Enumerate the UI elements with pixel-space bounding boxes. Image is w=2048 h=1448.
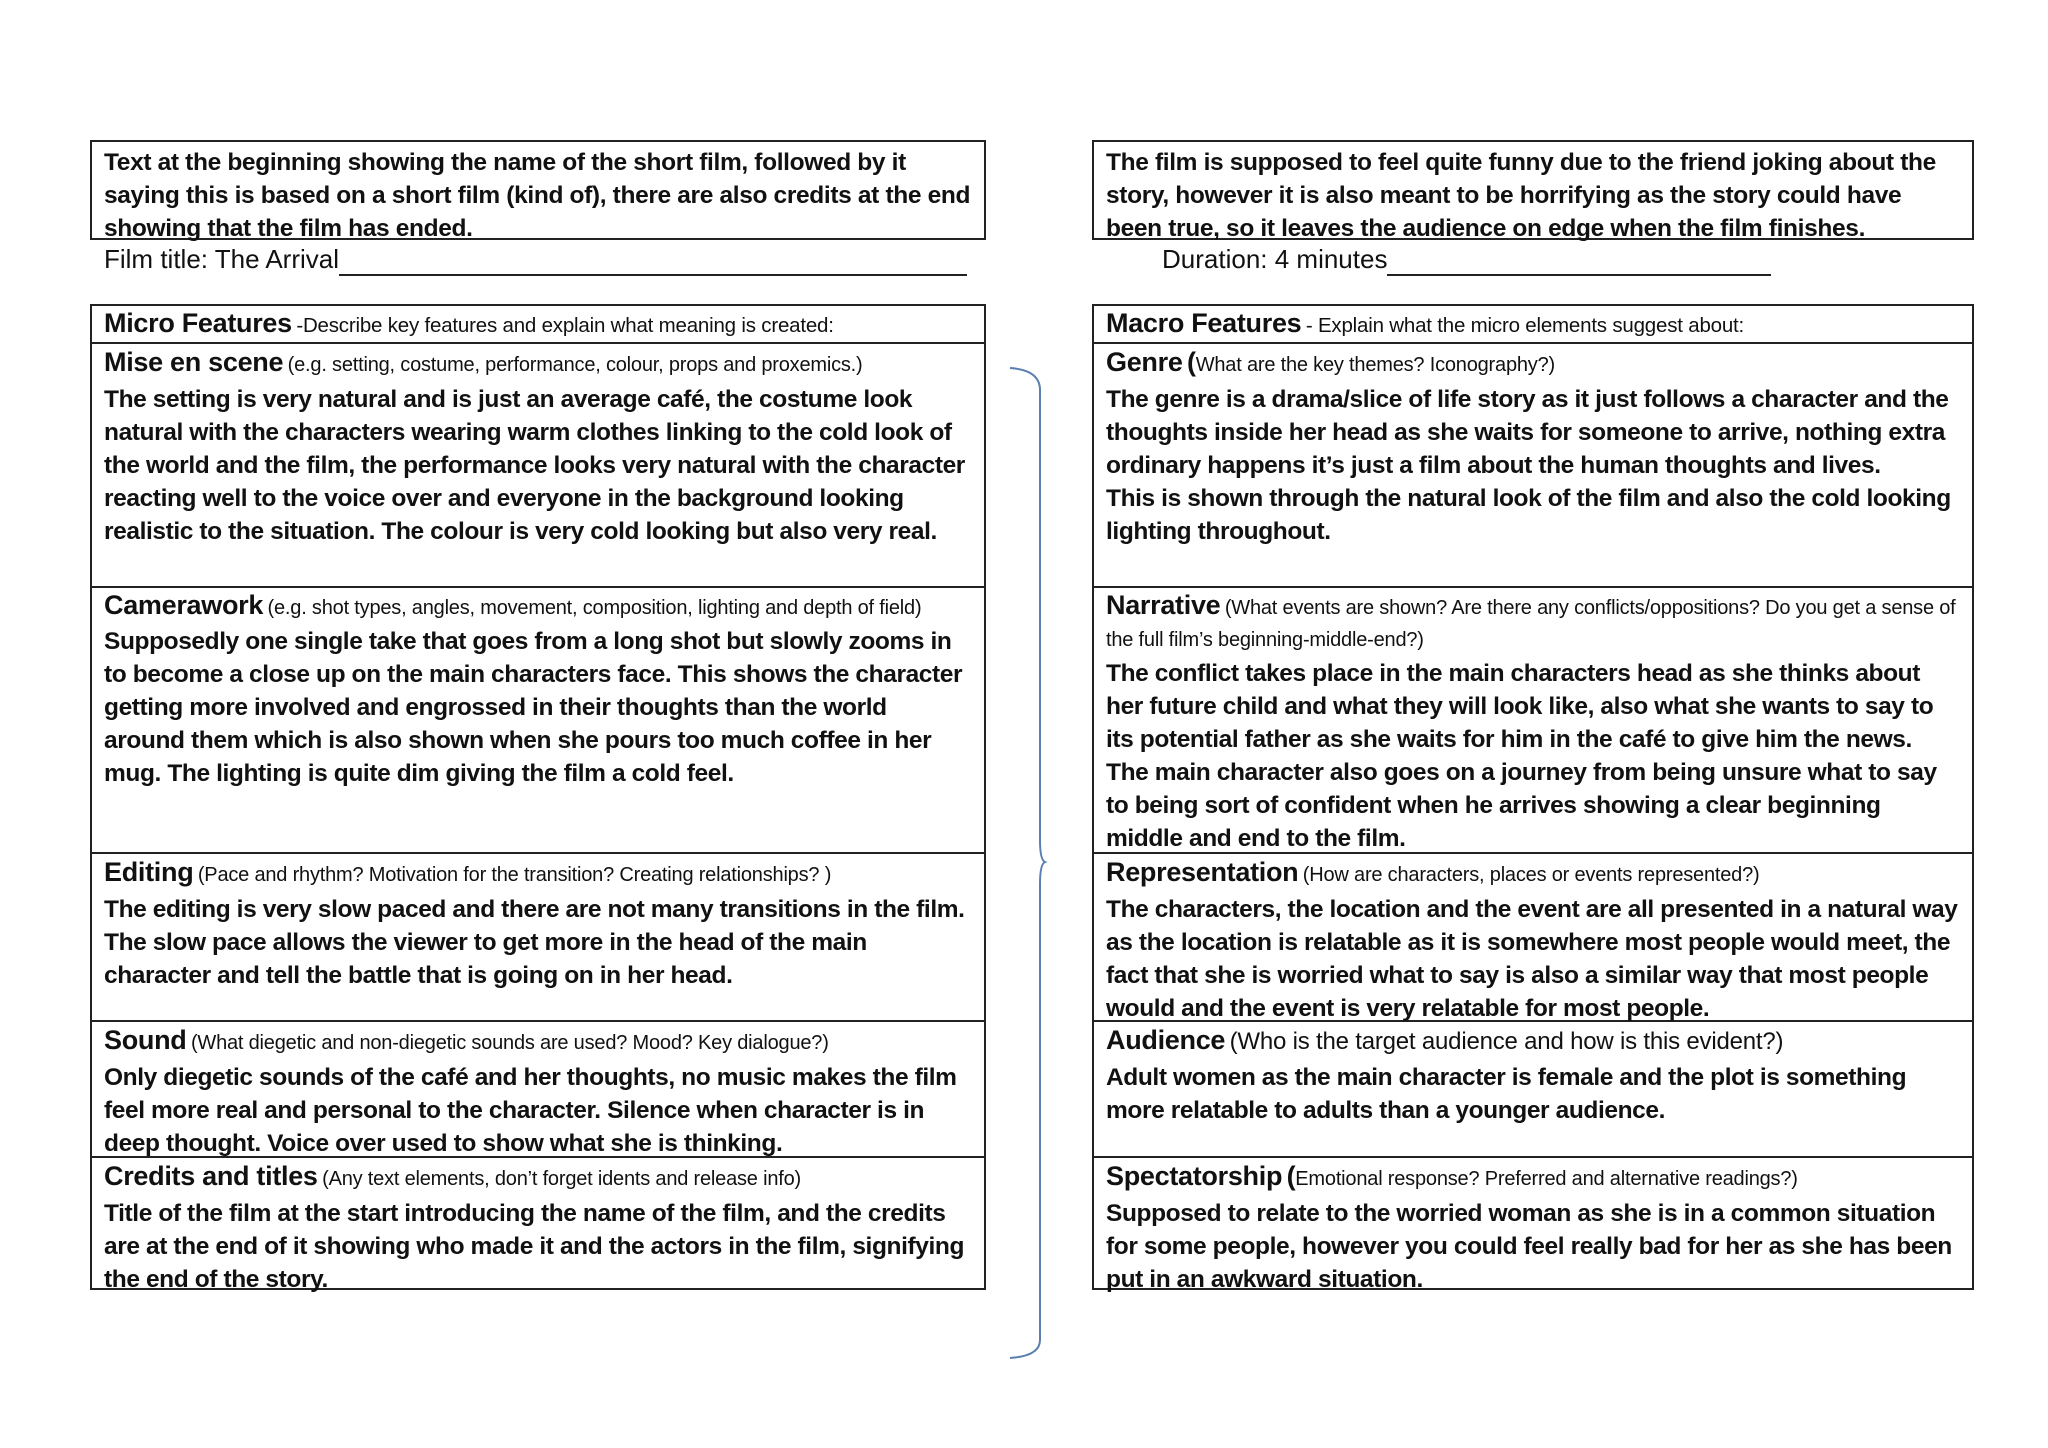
duration-label: Duration: 4 minutes xyxy=(1162,244,1388,274)
section-prompt: (Pace and rhythm? Motivation for the transition? Creating relationships? ) xyxy=(197,864,832,886)
section-title: Camerawork xyxy=(104,590,264,620)
section-title: Editing xyxy=(104,857,194,887)
macro-title: Macro Features xyxy=(1106,308,1302,338)
macro-section-genre xyxy=(1094,344,1972,588)
section-prompt: What are the key themes? Iconography?) xyxy=(1195,354,1555,376)
section-body: Only diegetic sounds of the café and her thoughts, no music makes the film feel more real and personal to the character. Silence when character is in deep thought. Voice over used to show what she is thinking. xyxy=(104,1064,957,1157)
intro-left-text: Text at the beginning showing the name of the short film, followed by it saying this is based on a short film (kind of), there are also credits at the end showing that the film has ended. xyxy=(104,149,971,242)
section-title: Mise en scene xyxy=(104,347,284,377)
section-body: The conflict takes place in the main characters head as she thinks about her future child and what they will look like, also what she wants to say to its potential father as she waits for him in the café to give him the news. The main character also goes on a journey from being unsure what to say to being sort of confident when he arrives showing a clear beginning middle and end to the film. xyxy=(1106,660,1937,852)
section-body: The genre is a drama/slice of life story as it just follows a character and the thoughts inside her head as she waits for someone to arrive, nothing extra ordinary happens it’s just a film about the human thoughts and lives. xyxy=(1106,386,1949,479)
macro-section-spectatorship xyxy=(1094,1158,1972,1293)
macro-subtitle: - Explain what the micro elements suggest about: xyxy=(1305,314,1745,337)
micro-section-editing xyxy=(92,854,984,1022)
section-prompt: (e.g. shot types, angles, movement, composition, lighting and depth of field) xyxy=(267,597,922,619)
section-prompt: (Who is the target audience and how is this evident?) xyxy=(1229,1028,1784,1055)
section-body: Title of the film at the start introducing the name of the film, and the credits are at the end of it showing who made it and the actors in the film, signifying the end of the story. xyxy=(104,1200,965,1293)
section-body-2: This is shown through the natural look of the film and also the cold looking lighting throughout. xyxy=(1106,485,1951,545)
section-title: Audience xyxy=(1106,1025,1226,1055)
section-prompt-open: ( xyxy=(1187,347,1196,377)
film-title-label: Film title: The Arrival xyxy=(104,244,340,274)
macro-header xyxy=(1094,306,1972,344)
section-title: Narrative xyxy=(1106,590,1221,620)
film-title-underline xyxy=(339,244,967,276)
section-body: Adult women as the main character is female and the plot is something more relatable to adults than a younger audience. xyxy=(1106,1064,1907,1124)
section-prompt: Emotional response? Preferred and alternative readings?) xyxy=(1295,1168,1798,1190)
duration-underline xyxy=(1387,244,1771,276)
section-prompt: (Any text elements, don’t forget idents and release info) xyxy=(322,1168,801,1190)
section-title: Genre xyxy=(1106,347,1183,377)
micro-subtitle: -Describe key features and explain what meaning is created: xyxy=(296,314,834,337)
intro-right-box xyxy=(1092,140,1974,240)
section-body: The editing is very slow paced and there are not many transitions in the film. The slow pace allows the viewer to get more in the head of the main character and tell the battle that is going on in her head. xyxy=(104,896,965,989)
macro-features-table xyxy=(1092,304,1974,1293)
micro-features-table xyxy=(90,304,986,1293)
micro-title: Micro Features xyxy=(104,308,292,338)
micro-section-mise-en-scene xyxy=(92,344,984,588)
macro-section-narrative xyxy=(1094,588,1972,854)
section-title: Representation xyxy=(1106,857,1299,887)
film-title-line xyxy=(104,242,967,276)
micro-section-camerawork xyxy=(92,588,984,854)
section-prompt: (What events are shown? Are there any conflicts/oppositions? Do you get a sense of the full film’s beginning-middle-end?) xyxy=(1106,597,1956,651)
intro-right-text: The film is supposed to feel quite funny due to the friend joking about the story, however it is also meant to be horrifying as the story could have been true, so it leaves the audience on edge when the film finishes. xyxy=(1106,149,1936,242)
section-prompt: (e.g. setting, costume, performance, colour, props and proxemics.) xyxy=(287,354,863,376)
section-prompt: (How are characters, places or events represented?) xyxy=(1302,864,1760,886)
intro-left-box xyxy=(90,140,986,240)
section-prompt-open: ( xyxy=(1286,1161,1296,1191)
section-title: Sound xyxy=(104,1025,187,1055)
section-prompt: (What diegetic and non-diegetic sounds are used? Mood? Key dialogue?) xyxy=(190,1032,829,1054)
section-body: The setting is very natural and is just an average café, the costume look natural with the characters wearing warm clothes linking to the cold look of the world and the film, the performance looks very natural with the character reacting well to the voice over and everyone in the background looking realistic to the situation. The colour is very cold looking but also very real. xyxy=(104,386,965,545)
section-body: Supposedly one single take that goes from a long shot but slowly zooms in to become a close up on the main characters face. This shows the character getting more involved and engrossed in their thoughts than the world around them which is also shown when she pours too much coffee in her mug. The lighting is quite dim giving the film a cold feel. xyxy=(104,628,963,787)
macro-section-audience xyxy=(1094,1022,1972,1158)
micro-section-credits-and-titles xyxy=(92,1158,984,1293)
section-title: Spectatorship xyxy=(1106,1161,1283,1191)
macro-section-representation xyxy=(1094,854,1972,1022)
micro-section-sound xyxy=(92,1022,984,1158)
section-body: Supposed to relate to the worried woman as she is in a common situation for some people, however you could feel really bad for her as she has been put in an awkward situation. xyxy=(1106,1200,1952,1293)
bracket-connector xyxy=(1000,360,1050,1360)
micro-header xyxy=(92,306,984,344)
duration-line xyxy=(1162,242,1771,276)
section-body: The characters, the location and the event are all presented in a natural way as the location is relatable as it is somewhere most people would meet, the fact that she is worried what to say is also a similar way that most people would and the event is very relatable for most people. xyxy=(1106,896,1958,1022)
section-title: Credits and titles xyxy=(104,1161,318,1191)
